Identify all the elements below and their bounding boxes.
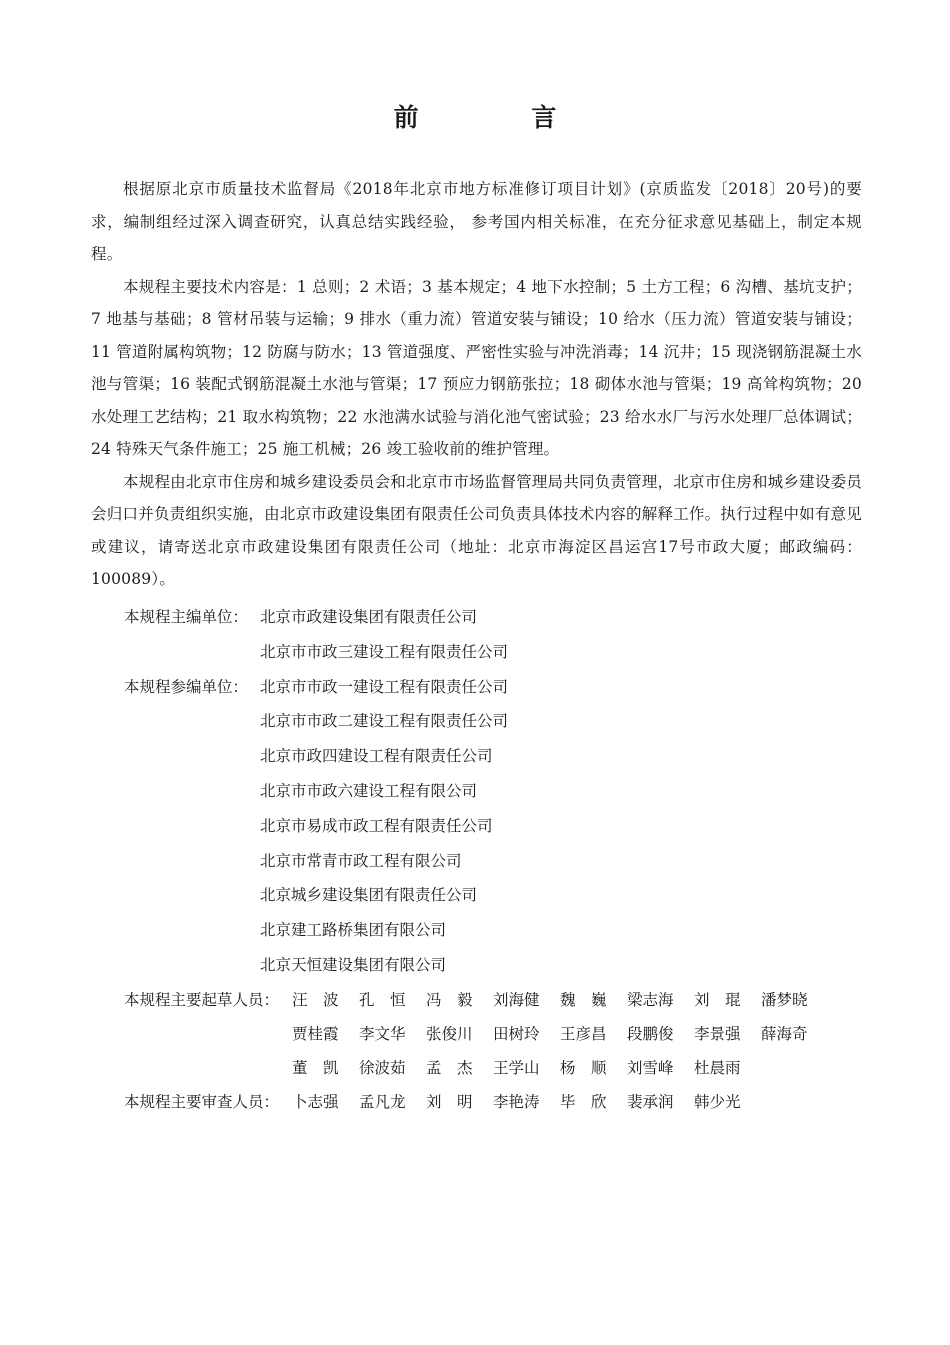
reviewer-names (292, 1085, 761, 1119)
person-name: 卜志强 (292, 1093, 339, 1111)
person-name: 杜晨雨 (694, 1059, 741, 1077)
paragraph: 本规程由北京市住房和城乡建设委员会和北京市市场监督管理局共同负责管理，北京市住房和城乡建设委员会归口并负责组织实施，由北京市政建设集团有限责任公司负责具体技术内容的解释工作。执行过程中如有意见或建议，请寄送北京市政建设集团有限责任公司（地址：北京市海淀区昌运宫17号市政大厦；邮政编码：100089）。 (91, 472, 862, 588)
drafter-names (292, 1051, 761, 1085)
unit-name: 北京城乡建设集团有限责任公司 (260, 886, 478, 905)
reviewers-label: 本规程主要审查人员： (124, 1093, 280, 1111)
person-name: 梁志海 (627, 991, 674, 1009)
person-name: 潘梦晓 (761, 991, 808, 1009)
person-name: 李文华 (359, 1025, 406, 1043)
unit-name: 北京市市政六建设工程有限公司 (260, 781, 478, 800)
person-name: 刘 明 (426, 1093, 473, 1111)
unit-name: 北京市政四建设工程有限责任公司 (260, 747, 493, 766)
person-name: 田树玲 (493, 1025, 540, 1043)
person-name: 王彦昌 (560, 1025, 607, 1043)
person-name: 孔 恒 (359, 991, 406, 1009)
participant-label: 本规程参编单位： (124, 677, 249, 696)
person-name: 王学山 (493, 1059, 540, 1077)
person-name: 段鹏俊 (627, 1025, 674, 1043)
chief-editor-label: 本规程主编单位： (124, 608, 249, 626)
person-name: 汪 波 (292, 991, 339, 1009)
person-name: 刘海健 (493, 991, 540, 1009)
person-name: 裴承润 (627, 1093, 674, 1111)
person-name: 刘 琨 (694, 991, 741, 1009)
unit-name: 北京市政建设集团有限责任公司 (260, 608, 478, 626)
person-name: 薛海奇 (761, 1025, 808, 1043)
person-name: 董 凯 (292, 1059, 339, 1077)
foreword-body (91, 173, 862, 596)
person-name: 孟 杰 (426, 1059, 473, 1077)
person-name: 刘雪峰 (627, 1059, 674, 1077)
person-name: 张俊川 (426, 1025, 473, 1043)
unit-name: 北京市市政一建设工程有限责任公司 (260, 677, 509, 696)
unit-name: 北京天恒建设集团有限公司 (260, 955, 447, 974)
paragraph: 根据原北京市质量技术监督局《2018年北京市地方标准修订项目计划》(京质监发〔2018〕20号)的要求，编制组经过深入调查研究，认真总结实践经验， 参考国内相关标准，在充分征求意见基础上，制定本规程。 (91, 180, 862, 263)
unit-name: 北京建工路桥集团有限公司 (260, 921, 447, 940)
person-name: 韩少光 (694, 1093, 741, 1111)
drafters-label: 本规程主要起草人员： (124, 991, 280, 1009)
person-name: 孟凡龙 (359, 1093, 406, 1111)
unit-name: 北京市常青市政工程有限公司 (260, 851, 462, 870)
person-name: 徐波茹 (359, 1059, 406, 1077)
person-name: 杨 顺 (560, 1059, 607, 1077)
unit-name: 北京市易成市政工程有限责任公司 (260, 816, 493, 835)
drafter-names (292, 983, 828, 1017)
person-name: 魏 巍 (560, 991, 607, 1009)
unit-name: 北京市市政三建设工程有限责任公司 (260, 642, 509, 661)
person-name: 冯 毅 (426, 991, 473, 1009)
page-title: 前 言 (393, 103, 609, 132)
unit-name: 北京市市政二建设工程有限责任公司 (260, 712, 509, 731)
paragraph: 本规程主要技术内容是：1 总则；2 术语；3 基本规定；4 地下水控制；5 土方工程；6 沟槽、基坑支护；7 地基与基础；8 管材吊装与运输；9 排水（重力流）管道安装与铺设；10 给水（压力流）管道安装与铺设；11 管道附属构筑物；12 防腐与防水；13 管道强度、严密性实验与冲洗消毒；14 沉井；15 现浇钢筋混凝土水池与管渠；16 装配式钢筋混凝土水池与管渠；17 预应力钢筋张拉；18 砌体水池与管渠；19 高耸构筑物；20 水处理工艺结构；21 取水构筑物；22 水池满水试验与消化池气密试验；23 给水水厂与污水处理厂总体调试；24 特殊天气条件施工；25 施工机械；26 竣工验收前的维护管理。 (91, 277, 862, 458)
person-name: 李景强 (694, 1025, 741, 1043)
person-name: 李艳涛 (493, 1093, 540, 1111)
person-name: 毕 欣 (560, 1093, 607, 1111)
person-name: 贾桂霞 (292, 1025, 339, 1043)
drafter-names (292, 1017, 828, 1051)
